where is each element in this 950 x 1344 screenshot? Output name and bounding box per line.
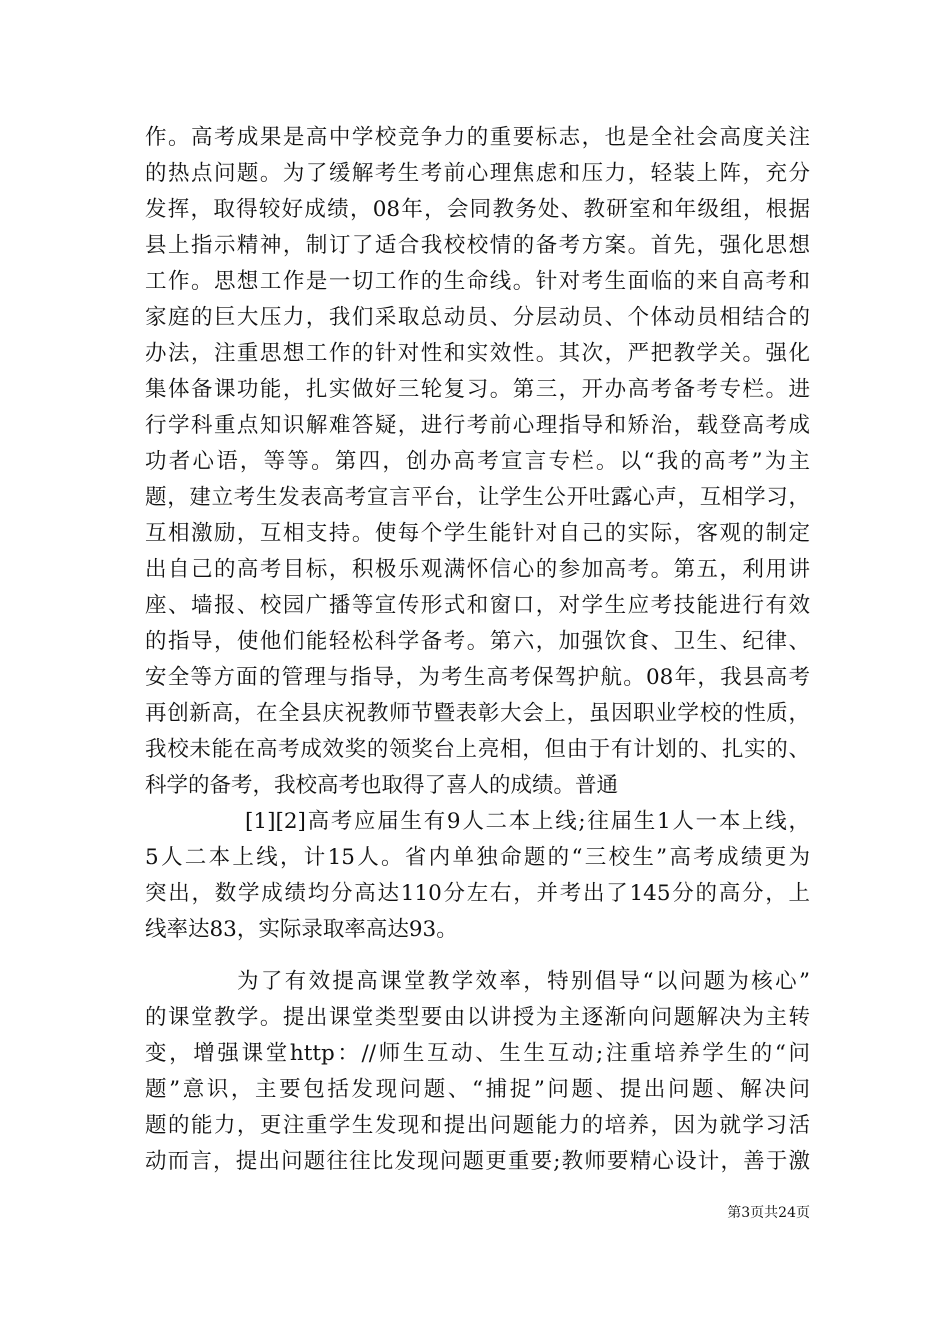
text-line: 行学科重点知识解难答疑，进行考前心理指导和矫治，载登高考成 xyxy=(145,413,810,438)
text-line: 题”意识，主要包括发现问题、“捕捉”问题、提出问题、解决问 xyxy=(145,1077,810,1102)
text-line: 县上指示精神，制订了适合我校校情的备考方案。首先，强化思想 xyxy=(145,233,810,258)
text-line: 工作。思想工作是一切工作的生命线。针对考生面临的来自高考和 xyxy=(145,269,810,294)
text-line: 线率达83，实际录取率高达93。 xyxy=(145,917,458,942)
text-line: 动而言，提出问题往往比发现问题更重要;教师要精心设计，善于激 xyxy=(145,1149,810,1174)
text-line: 5人二本上线，计15人。省内单独命题的“三校生”高考成绩更为 xyxy=(145,845,810,870)
text-line: 座、墙报、校园广播等宣传形式和窗口，对学生应考技能进行有效 xyxy=(145,593,810,618)
text-line: 我校未能在高考成效奖的领奖台上亮相，但由于有计划的、扎实的、 xyxy=(145,737,810,762)
text-line: 作。高考成果是高中学校竞争力的重要标志，也是全社会高度关注 xyxy=(145,125,810,150)
text-line: 突出，数学成绩均分高达110分左右，并考出了145分的高分，上 xyxy=(145,881,810,906)
text-line: 变，增强课堂http：//师生互动、生生互动;注重培养学生的“问 xyxy=(145,1041,810,1066)
text-line: 为了有效提高课堂教学效率，特别倡导“以问题为核心” xyxy=(237,969,810,994)
text-line: 科学的备考，我校高考也取得了喜人的成绩。普通 xyxy=(145,773,619,798)
text-line: 安全等方面的管理与指导，为考生高考保驾护航。08年，我县高考 xyxy=(145,665,810,690)
text-line: 题的能力，更注重学生发现和提出问题能力的培养，因为就学习活 xyxy=(145,1113,810,1138)
text-line: 家庭的巨大压力，我们采取总动员、分层动员、个体动员相结合的 xyxy=(145,305,810,330)
text-line: 再创新高，在全县庆祝教师节暨表彰大会上，虽因职业学校的性质， xyxy=(145,701,810,726)
text-line: 的热点问题。为了缓解考生考前心理焦虑和压力，轻装上阵，充分 xyxy=(145,161,810,186)
text-line: 的指导，使他们能轻松科学备考。第六，加强饮食、卫生、纪律、 xyxy=(145,629,810,654)
text-line: 办法，注重思想工作的针对性和实效性。其次，严把教学关。强化 xyxy=(145,341,810,366)
page-number-footer: 第3页共24页 xyxy=(727,1205,810,1221)
text-line: 集体备课功能，扎实做好三轮复习。第三，开办高考备考专栏。进 xyxy=(145,377,810,402)
text-line: 出自己的高考目标，积极乐观满怀信心的参加高考。第五，利用讲 xyxy=(145,557,810,582)
text-line: 互相激励，互相支持。使每个学生能针对自己的实际，客观的制定 xyxy=(145,521,810,546)
text-line: 题，建立考生发表高考宣言平台，让学生公开吐露心声，互相学习， xyxy=(145,485,810,510)
text-line: 发挥，取得较好成绩，08年，会同教务处、教研室和年级组，根据 xyxy=(145,197,810,222)
text-line: 的课堂教学。提出课堂类型要由以讲授为主逐渐向问题解决为主转 xyxy=(145,1005,810,1030)
text-line: [1][2]高考应届生有9人二本上线;往届生1人一本上线， xyxy=(245,809,810,834)
text-line: 功者心语，等等。第四，创办高考宣言专栏。以“我的高考”为主 xyxy=(145,449,810,474)
